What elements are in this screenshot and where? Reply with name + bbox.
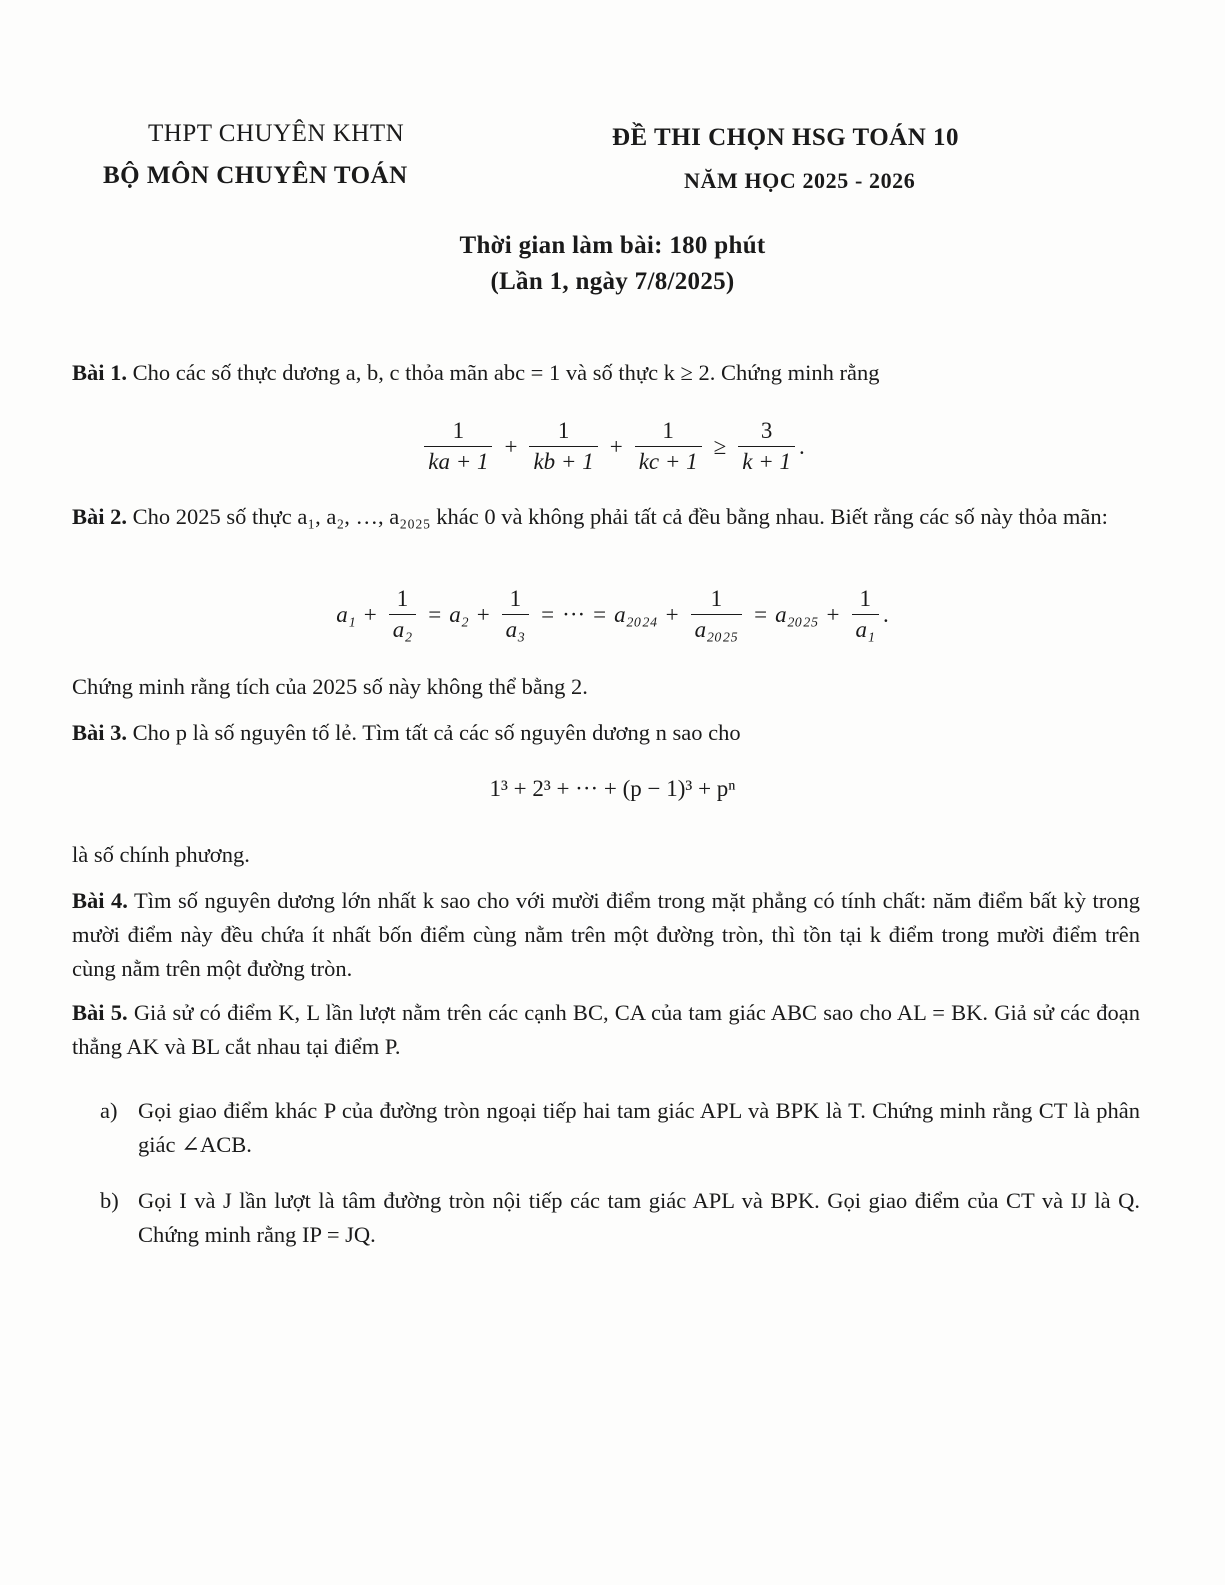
problem-5-part-a [100,1094,1140,1162]
problem-1-text: Cho các số thực dương a, b, c thỏa mãn abc = 1 và số thực k ≥ 2. Chứng minh rằng [132,360,880,385]
fraction-term-2: $\frac{1}{kb + 1}$ [529,418,597,475]
fraction-rhs: $\frac{3}{k + 1}$ [738,418,795,475]
department-name: BỘ MÔN CHUYÊN TOÁN [103,162,408,189]
problem-3-expression: 1³ + 2³ + ··· + (p − 1)³ + pⁿ [489,776,736,801]
problem-3-statement [72,716,1140,750]
problem-2-equation: a₁ + $\frac{1}{\text{a₂}}$ = a₂ + $\frac{1}{\text{a₃}}$ = ··· = a₂₀₂₄ + $\frac{1}{\text{a₂₀₂₅}}$ = a₂₀₂₅ + $\frac{1}{\text{a₁}}$ . [336,586,889,642]
part-b-tag: b) [100,1188,119,1213]
problem-3-conclusion: là số chính phương. [72,842,250,867]
problem-1-statement [72,356,1140,390]
exam-duration: Thời gian làm bài: 180 phút [459,232,766,259]
problem-1-inequality: $\frac{1}{ka + 1}$ + $\frac{1}{kb + 1}$ + $\frac{1}{kc + 1}$ ≥ $\frac{3}{k + 1}$ . [0,418,1225,475]
problem-3-label: Bài 3. [72,720,128,745]
problem-3-text: Cho p là số nguyên tố lẻ. Tìm tất cả các số nguyên dương n sao cho [132,720,741,745]
fraction-term-3: $\frac{1}{kc + 1}$ [635,418,702,475]
fraction-term-1: $\frac{1}{ka + 1}$ [424,418,492,475]
part-a-text: Gọi giao điểm khác P của đường tròn ngoại tiếp hai tam giác APL và BPK là T. Chứng minh rằng CT là phân giác ∠ACB. [138,1098,1140,1157]
school-name: THPT CHUYÊN KHTN [148,120,405,147]
problem-2-text: Cho 2025 số thực a₁, a₂, …, a₂₀₂₅ khác 0 và không phải tất cả đều bằng nhau. Biết rằng các số này thỏa mãn: [132,504,1108,529]
school-year: NĂM HỌC 2025 - 2026 [684,168,916,193]
exam-session: (Lần 1, ngày 7/8/2025) [490,268,735,295]
problem-5-statement [72,996,1140,1064]
problem-1-label: Bài 1. [72,360,128,385]
problem-4-statement [72,884,1140,986]
problem-5-text: Giả sử có điểm K, L lần lượt nằm trên các cạnh BC, CA của tam giác ABC sao cho AL = BK. Giả sử các đoạn thẳng AK và BL cắt nhau tại điểm P. [72,1000,1141,1059]
problem-2-statement [72,500,1140,534]
part-a-tag: a) [100,1098,118,1123]
problem-5-part-b [100,1184,1140,1252]
problem-2-conclusion: Chứng minh rằng tích của 2025 số này không thể bằng 2. [72,674,588,699]
problem-2-label: Bài 2. [72,504,128,529]
exam-title: ĐỀ THI CHỌN HSG TOÁN 10 [612,124,959,151]
problem-4-label: Bài 4. [72,888,128,913]
problem-4-text: Tìm số nguyên dương lớn nhất k sao cho với mười điểm trong mặt phẳng có tính chất: năm điểm bất kỳ trong mười điểm này đều chứa ít nhất bốn điểm cùng nằm trên một đường tròn, thì tồn tại k điểm trong mười điểm trên cùng nằm trên một đường tròn. [72,888,1141,981]
part-b-text: Gọi I và J lần lượt là tâm đường tròn nội tiếp các tam giác APL và BPK. Gọi giao điểm của CT và IJ là Q. Chứng minh rằng IP = JQ. [138,1188,1140,1247]
problem-5-label: Bài 5. [72,1000,128,1025]
